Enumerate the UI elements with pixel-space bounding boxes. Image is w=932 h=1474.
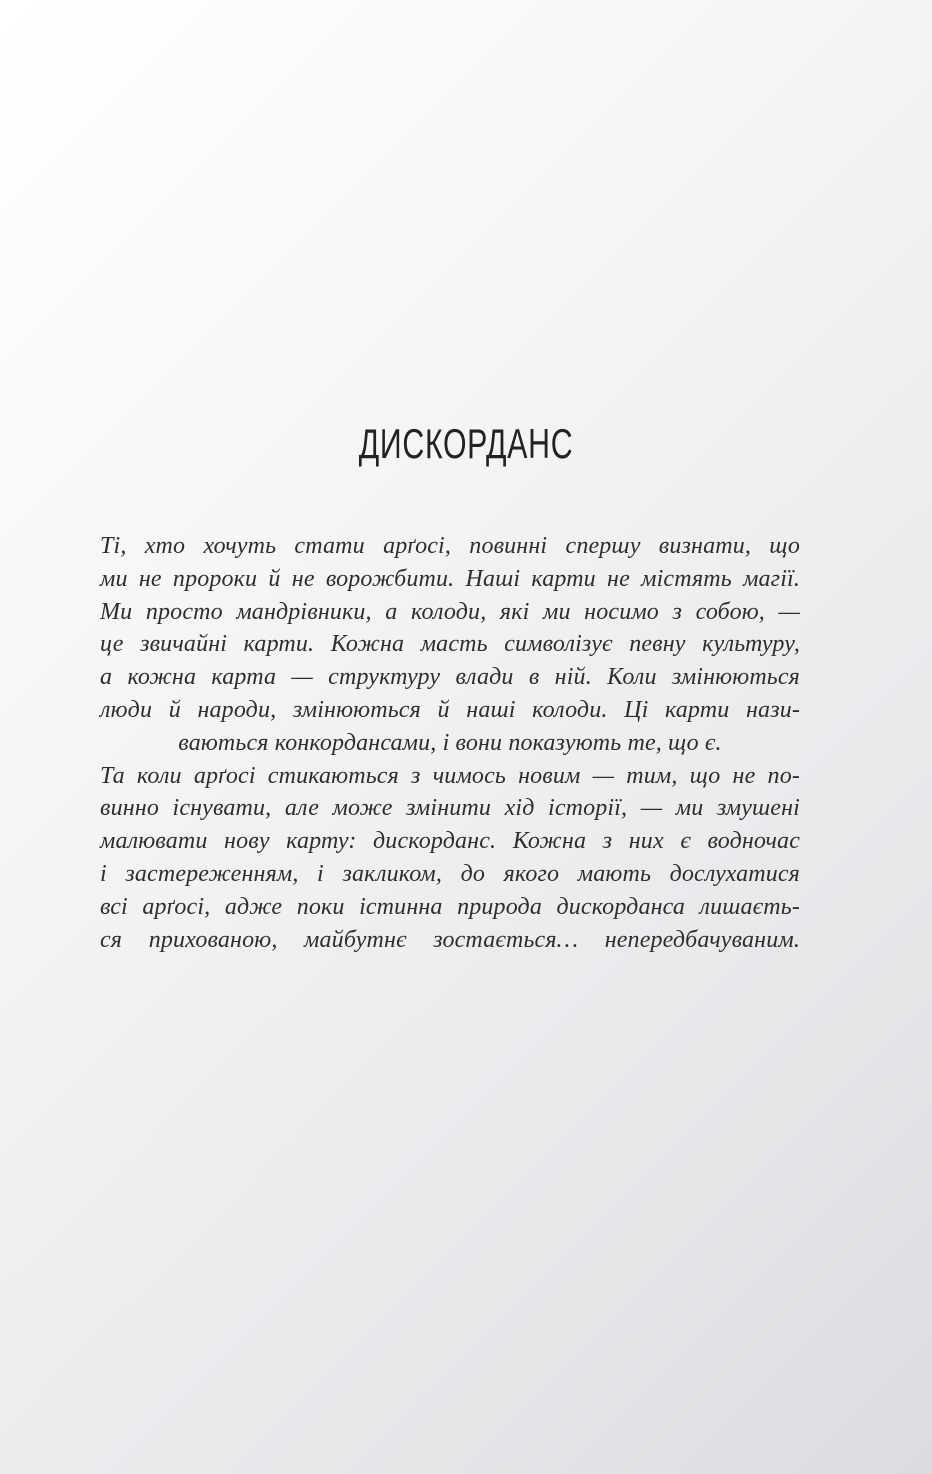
text-line: Та коли арґосі стикаються з чимось новим — тим, що не по- bbox=[100, 762, 800, 789]
text-line: Ті, хто хочуть стати арґосі, повинні спершу визнати, що bbox=[100, 533, 800, 559]
text-line: винно існувати, але може змінити хід історії, — ми змушені bbox=[100, 795, 800, 822]
text-line: малювати нову карту: дискорданс. Кожна з них є водночас bbox=[100, 828, 800, 855]
body-paragraph bbox=[100, 530, 800, 956]
text-line: ся прихованою, майбутнє зостається… непередбачуваним. bbox=[100, 926, 800, 953]
text-line: і застереженням, і закликом, до якого мають дослухатися bbox=[100, 860, 800, 887]
page-title: ДИСКОРДАНС bbox=[358, 420, 574, 467]
text-line: Ми просто мандрівники, а колоди, які ми носимо з собою, — bbox=[100, 598, 800, 625]
text-line: всі арґосі, адже поки істинна природа дискорданса лишаєть- bbox=[100, 893, 800, 920]
text-line: це звичайні карти. Кожна масть символізує певну культуру, bbox=[100, 631, 800, 658]
text-line: а кожна карта — структуру влади в ній. Коли змінюються bbox=[100, 664, 800, 691]
text-line: ми не пророки й не ворожбити. Наші карти не містять магії. bbox=[100, 565, 800, 592]
text-line: ваються конкордансами, і вони показують те, що є. bbox=[178, 729, 722, 756]
text-line: люди й народи, змінюються й наші колоди. Ці карти нази- bbox=[100, 696, 800, 723]
